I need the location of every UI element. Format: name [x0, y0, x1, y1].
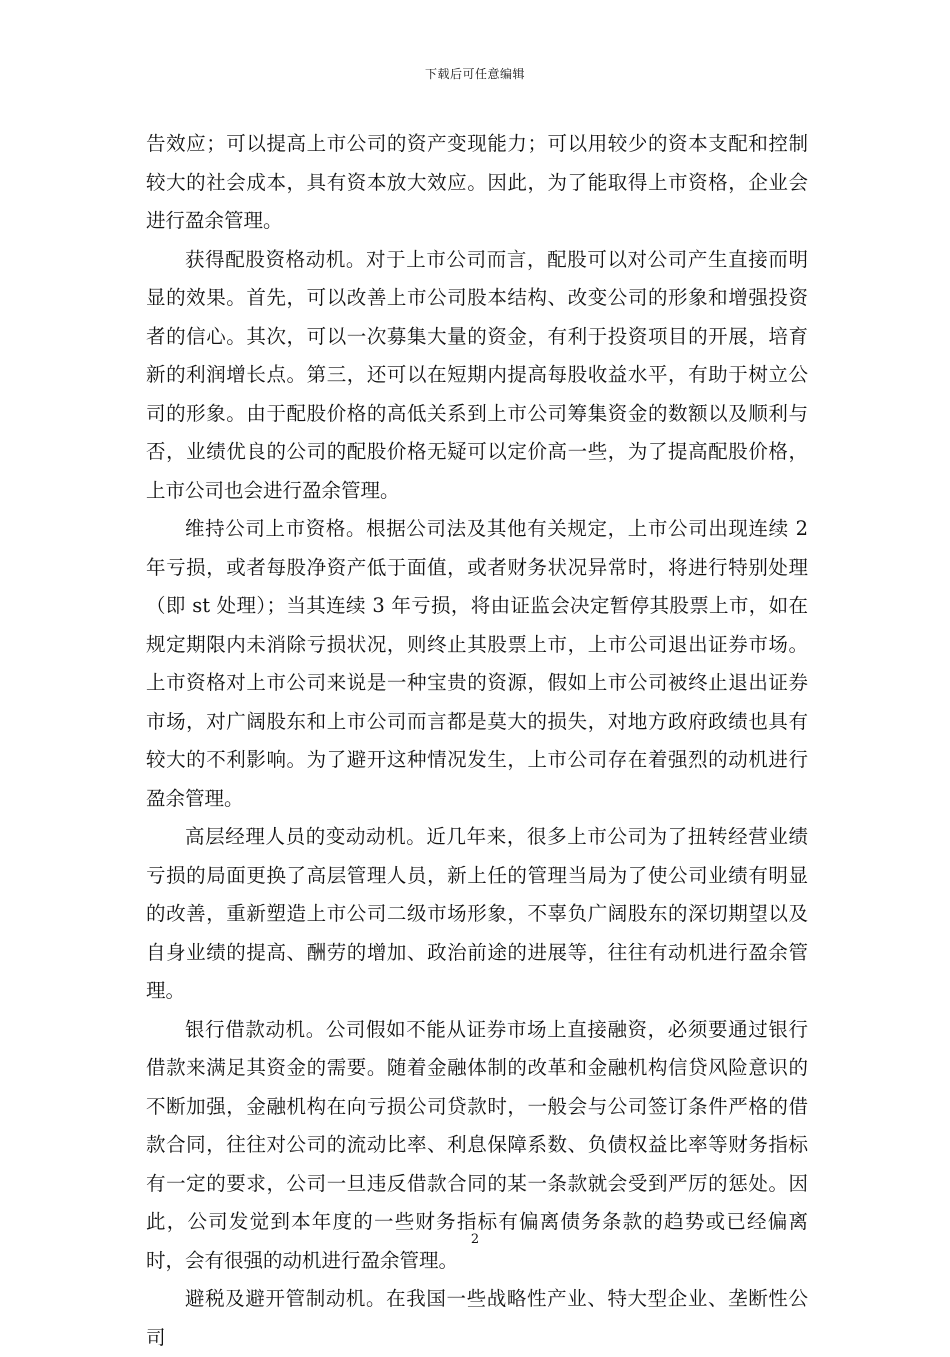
paragraph-management-change-motive: 高层经理人员的变动动机。近几年来，很多上市公司为了扭转经营业绩亏损的局面更换了高层管理人员，新上任的管理当局为了使公司业绩有明显的改善，重新塑造上市公司二级市场形象，不辜负广阔股东的深切期望以及自身业绩的提高、酬劳的增加、政治前途的进展等，往往有动机进行盈余管理。	[146, 825, 808, 1002]
paragraph-listing-status-motive: 维持公司上市资格。根据公司法及其他有关规定，上市公司出现连续 2 年亏损，或者每股净资产低于面值，或者财务状况异常时，将进行特别处理（即 st 处理）；当其连续 3 年亏损，将由证监会决定暂停其股票上市，如在规定期限内未消除亏损状况，则终止其股票上市，上市公司退出证券市场。上市资格对上市公司来说是一种宝贵的资源，假如上市公司被终止退出证券市场，对广阔股东和上市公司而言都是莫大的损失，对地方政府政绩也具有较大的不利影响。为了避开这种情况发生，上市公司存在着强烈的动机进行盈余管理。	[146, 517, 808, 810]
page-number: 2	[470, 1232, 480, 1247]
document-body	[146, 125, 808, 1357]
page-header: 下载后可任意编辑	[424, 67, 525, 81]
paragraph-continuation: 告效应；可以提高上市公司的资产变现能力；可以用较少的资本支配和控制较大的社会成本，具有资本放大效应。因此，为了能取得上市资格，企业会进行盈余管理。	[146, 132, 808, 232]
paragraph-bank-loan-motive: 银行借款动机。公司假如不能从证券市场上直接融资，必须要通过银行借款来满足其资金的需要。随着金融体制的改革和金融机构信贷风险意识的不断加强，金融机构在向亏损公司贷款时，一般会与公司签订条件严格的借款合同，往往对公司的流动比率、利息保障系数、负债权益比率等财务指标有一定的要求，公司一旦违反借款合同的某一条款就会受到严厉的惩处。因此，公司发觉到本年度的一些财务指标有偏离债务条款的趋势或已经偏离时，会有很强的动机进行盈余管理。	[146, 1017, 808, 1272]
paragraph-tax-regulation-motive: 避税及避开管制动机。在我国一些战略性产业、特大型企业、垄断性公司	[146, 1287, 808, 1349]
paragraph-rights-issue-motive: 获得配股资格动机。对于上市公司而言，配股可以对公司产生直接而明显的效果。首先，可以改善上市公司股本结构、改变公司的形象和增强投资者的信心。其次，可以一次募集大量的资金，有利于投资项目的开展，培育新的利润增长点。第三，还可以在短期内提高每股收益水平，有助于树立公司的形象。由于配股价格的高低关系到上市公司筹集资金的数额以及顺利与否，业绩优良的公司的配股价格无疑可以定价高一些，为了提高配股价格，上市公司也会进行盈余管理。	[146, 247, 808, 502]
